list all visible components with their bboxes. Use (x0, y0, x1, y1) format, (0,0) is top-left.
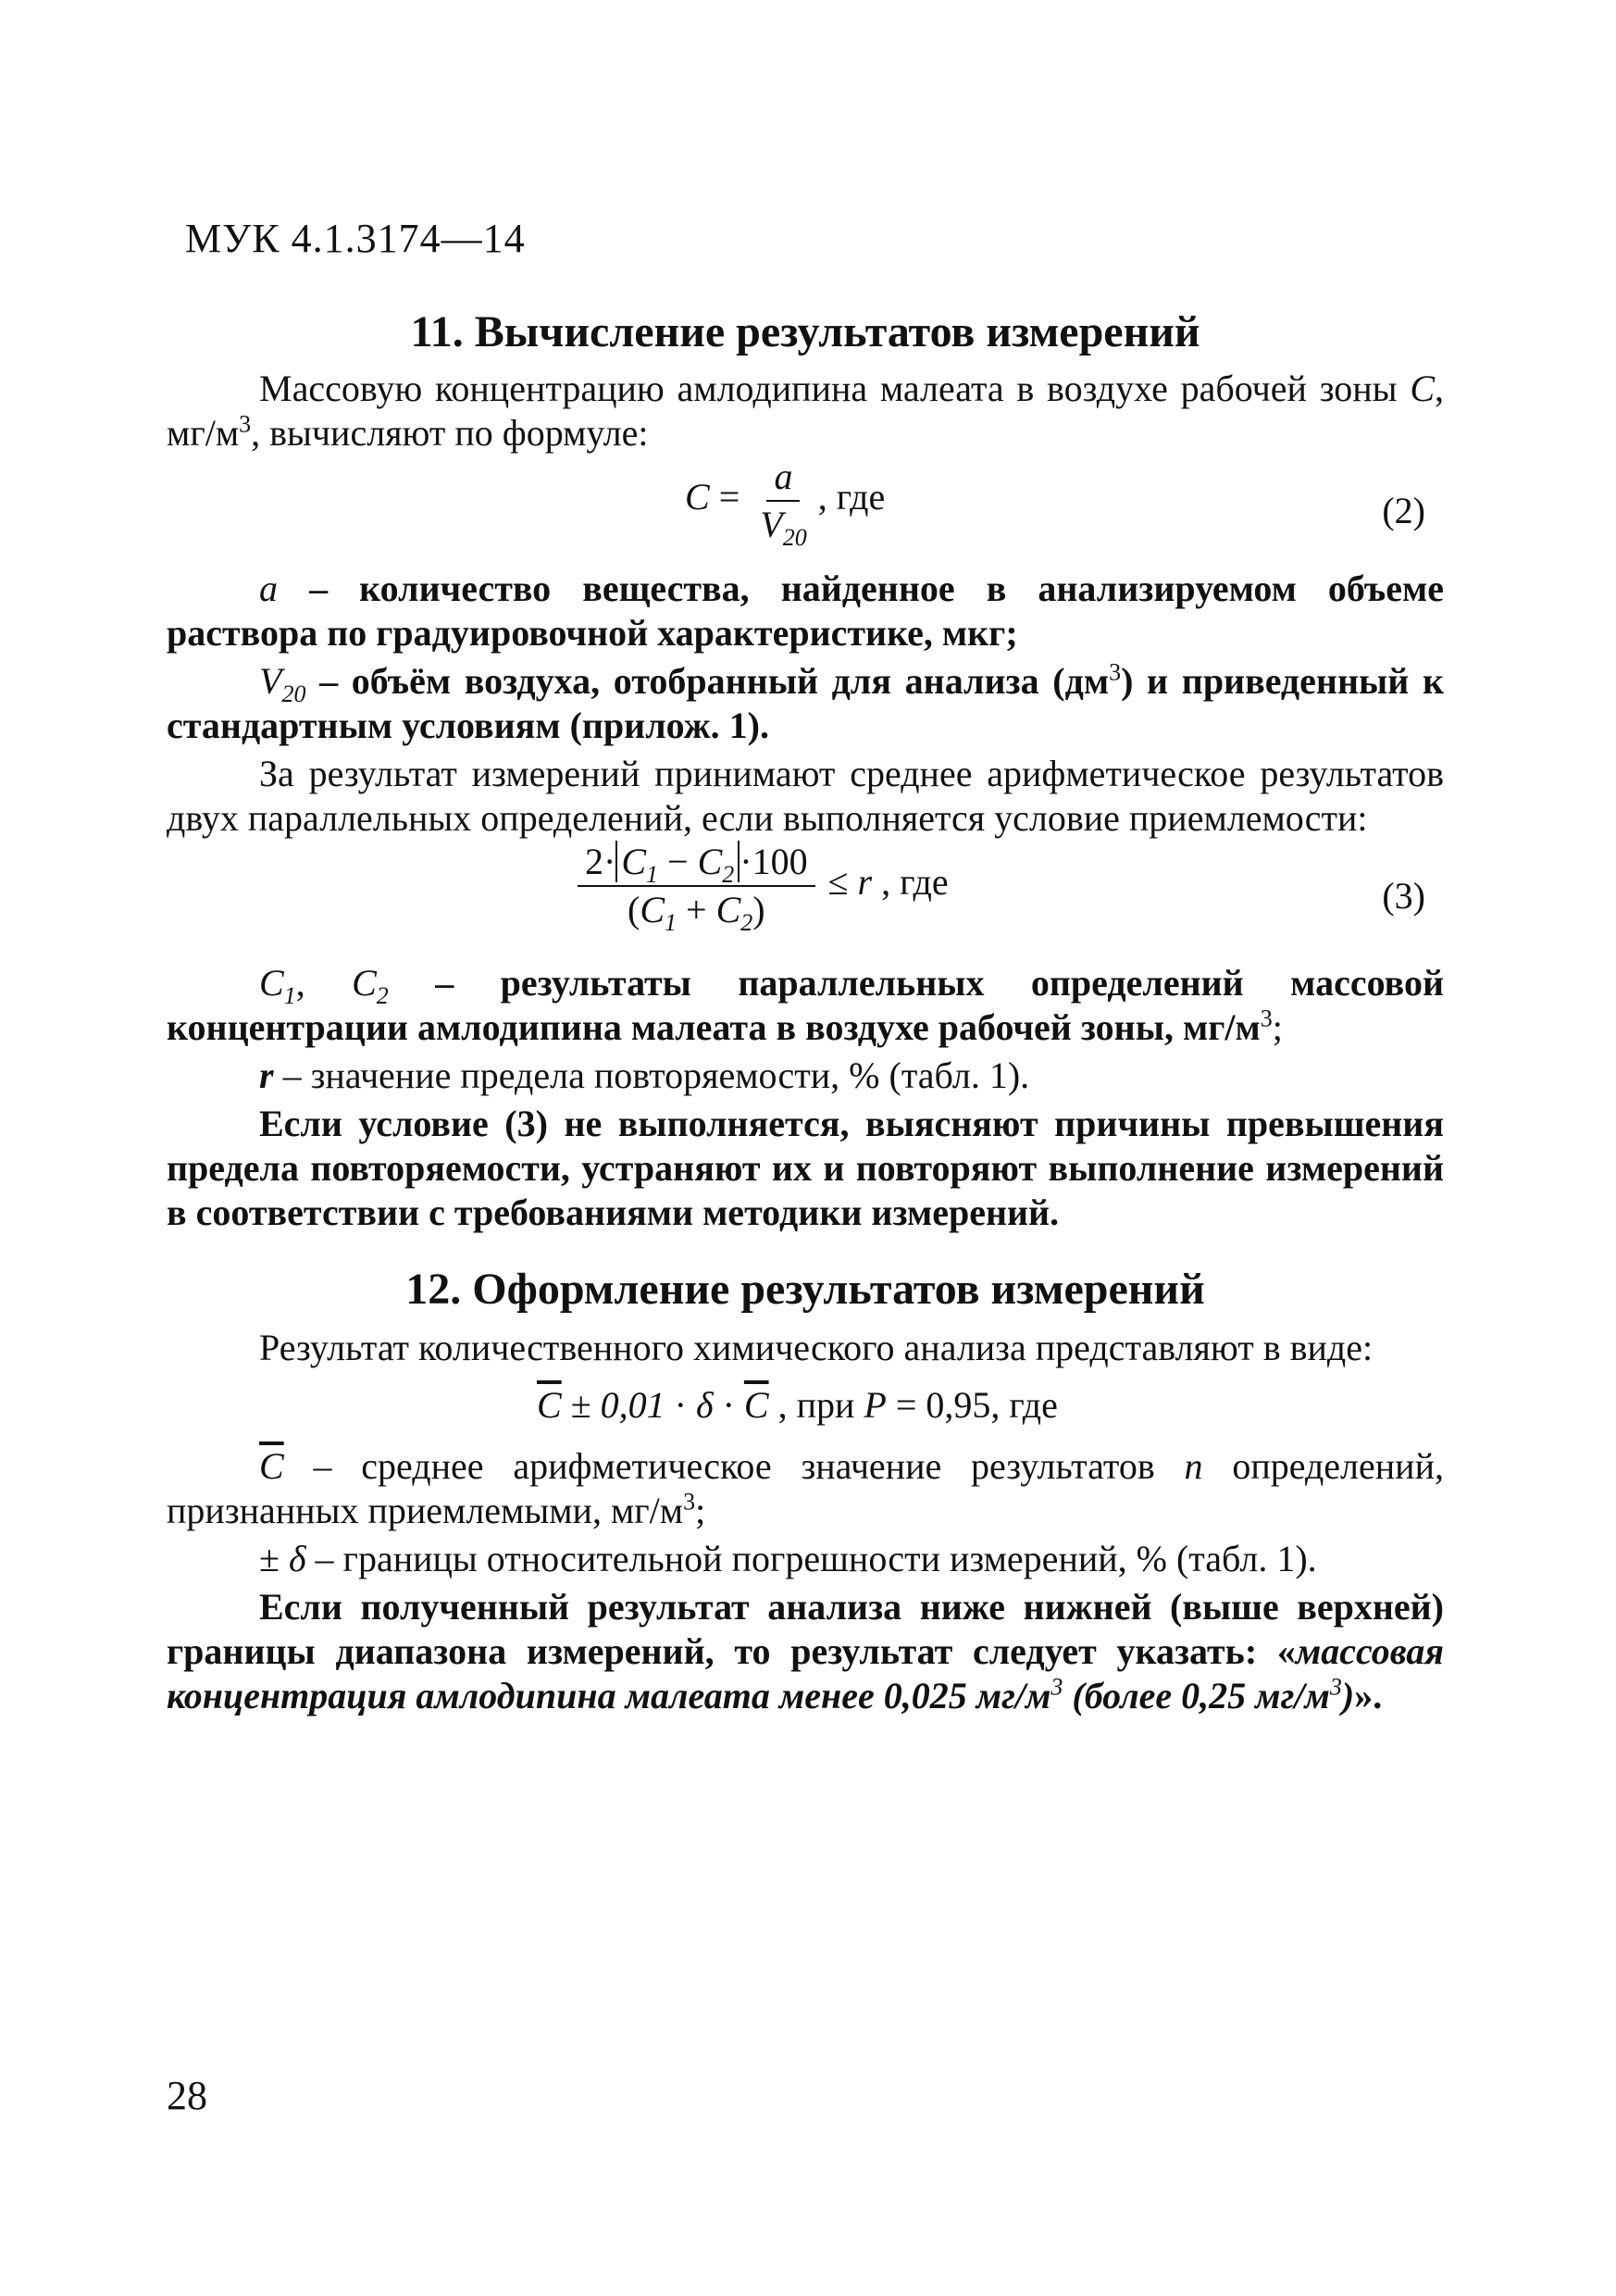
definition-delta: ± δ – границы относительной погрешности измерений, % (табл. 1). (259, 1538, 1317, 1579)
section-12-intro: Результат количественного химического анализа представляют в виде: (259, 1327, 1374, 1368)
equation-number-3: (3) (1382, 875, 1425, 917)
paragraph-condition-failure: Если условие (3) не выполняется, выясняют причины превышения предела повторяемости, устраняют их и повторяют выполнение измерений в соответствии с требованиями методики измерений. (167, 1103, 1444, 1233)
section-12-heading: 12. Оформление результатов измерений (405, 1265, 1205, 1314)
document-code: МУК 4.1.3174—14 (185, 216, 526, 261)
definition-r: r – значение предела повторяемости, % (табл. 1). (259, 1054, 1030, 1096)
paragraph-result-acceptance: За результат измерений принимают среднее арифметическое результатов двух параллельных определений, если выполняется условие приемлемости: (167, 753, 1444, 839)
formula-3-fraction: $\frac{2\cdot C_1 - C_2 \cdot 100}{(C_1 + C_2)}$ (578, 841, 815, 931)
page-content (167, 306, 1444, 1718)
definition-a: a – количество вещества, найденное в анализируемом объеме раствора по градуировочной характеристике, мкг; (167, 568, 1444, 654)
definition-c1-c2: $C_1$, $C_2$ – результаты параллельных определений массовой концентрации амлодипина малеата в воздухе рабочей зоны, $мг/м^3$; (167, 962, 1444, 1048)
section-11-intro: Массовую концентрацию амлодипина малеата в воздухе рабочей зоны C, $мг/м^3$, вычисляют по формуле: (167, 368, 1444, 454)
formula-3: $\frac{2\cdot C_1 - C_2 \cdot 100}{(C_1 + C_2)}$ ≤ r , где (574, 841, 949, 931)
formula-3-row (167, 841, 1444, 961)
equation-number-2: (2) (1382, 490, 1425, 531)
section-11-heading: 11. Вычисление результатов измерений (410, 307, 1200, 356)
definition-c-bar: $\overline{C}$ – среднее арифметическое значение результатов n определений, признанных приемлемыми, $мг/м^3$; (167, 1445, 1444, 1531)
paragraph-range-note: Если полученный результат анализа ниже нижней (выше верхней) границы диапазона измерений, то результат следует указать: «массовая концентрация амлодипина малеата менее 0,025 $мг/м^3$ (более 0,25 $мг/м^3$)». (167, 1586, 1444, 1716)
definition-v20: $V_{20}$ – объём воздуха, отобранный для анализа $(дм^3)$ и приведенный к стандартным условиям (прилож. 1). (167, 658, 1445, 746)
page-number: 28 (167, 2073, 207, 2118)
formula-2-row (167, 455, 1444, 567)
formula-2-fraction: $\frac{a}{V_{20}}$ (760, 455, 807, 551)
result-formula: $\overline{C} \pm 0,01 \cdot \delta \cdot \overline{C}$ , при P = 0,95, где (537, 1384, 1058, 1426)
result-formula-row (167, 1370, 1444, 1444)
formula-2: C = $\frac{a}{V_{20}}$ , где (685, 455, 886, 551)
